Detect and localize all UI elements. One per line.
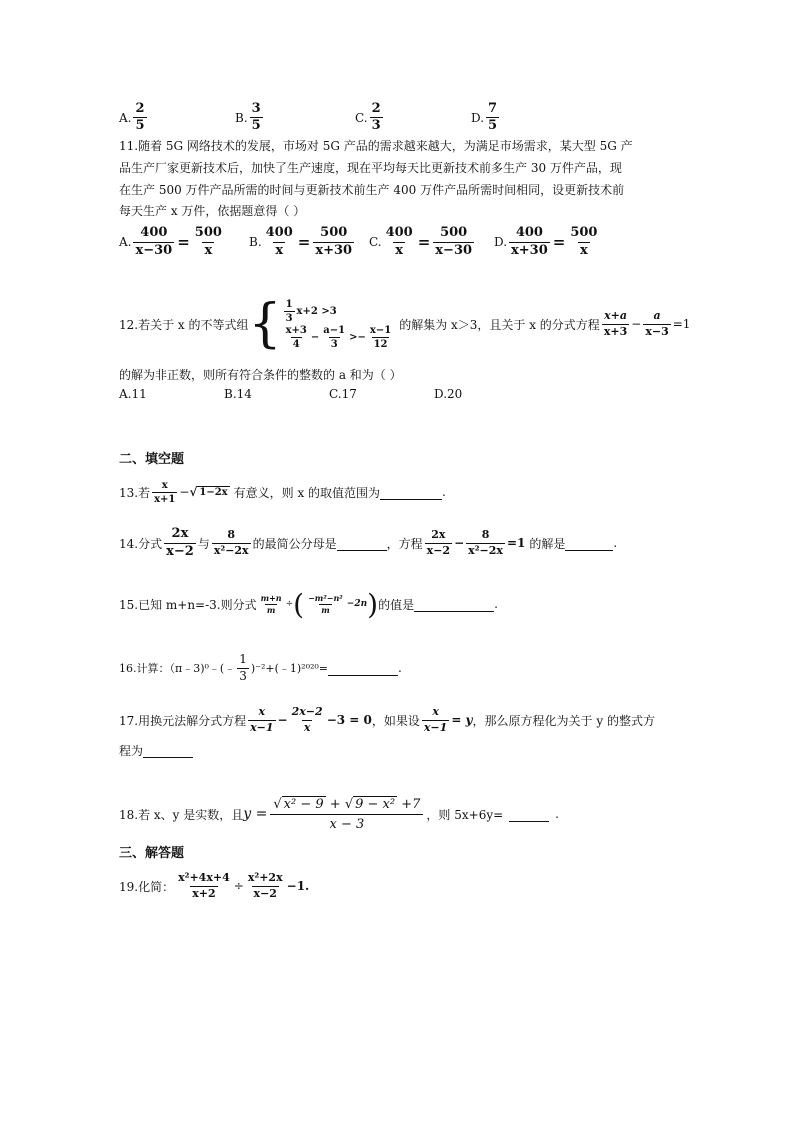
q17-line-1: 17.用换元法解分式方程 $\frac{x}{x-1}$ − $\frac{2x-2}{x}$ −3 = 0 ，如果设 $\frac{x}{x-1}$ = y ，那么原方程化为关于 y 的整式方 (119, 705, 655, 734)
q12-option-a: A.11 (119, 387, 147, 401)
q14: 14.分式 $\frac{2x}{x-2}$ 与 $\frac{8}{\text{x²−2x}}$ 的最简公分母是 ，方程 $\frac{2x}{x-2}$ − $\frac{8}{\text{x²−2x}}$ =1 的解是 . (119, 526, 618, 559)
system-brace: { (248, 294, 282, 354)
q18: 18.若 x、y 是实数，且 y = $\frac{\text{√ x² − 9 + √ 9 − x² +7}}{x - 3}$ ，则 5x+6y= . (119, 796, 559, 832)
q13: 13.若 $\frac{x}{x+1}$ − √ 1−2x 有意义，则 x 的取值范围为 . (119, 479, 446, 505)
q11-option-b: B. $\frac{400}{x}$ = $\frac{500}{x+30}$ (249, 225, 353, 258)
q11-line-1: 11.随着 5G 网络技术的发展，市场对 5G 产品的需求越来越大，为满足市场需求，某大型 5G 产 (119, 139, 633, 153)
sqrt-symbol: √ (344, 796, 354, 812)
sqrt-symbol: √ (273, 796, 282, 812)
q10-option-b: B. $\frac{3}{5}$ (235, 101, 261, 134)
answer-blank[interactable] (328, 661, 398, 676)
q12-option-b: B.14 (224, 387, 252, 401)
answer-blank[interactable] (143, 743, 193, 758)
q16: 16.计算：（π﹣3)⁰﹣(﹣ $\frac{1}{3}$ )⁻²+(﹣1)²⁰²⁰= . (119, 652, 402, 683)
sqrt-symbol: √ (189, 485, 198, 499)
answer-blank[interactable] (380, 485, 442, 500)
q12-option-c: C.17 (329, 387, 357, 401)
q10-option-c: C. $\frac{2}{3}$ (355, 101, 381, 134)
q11-line-3: 在生产 500 万件产品所需的时间与更新技术前生产 400 万件产品所需时间相同，设更新技术前 (119, 183, 625, 197)
q12-line-2: 的解为非正数，则所有符合条件的整数的 a 和为（ ） (119, 368, 402, 382)
q12-option-d: D.20 (434, 387, 463, 401)
answer-blank[interactable] (565, 536, 613, 551)
q11-line-2: 品生产厂家更新技术后，加快了生产速度，现在平均每天比更新技术前多生产 30 万件产品，现 (119, 161, 622, 175)
q12-options (119, 387, 479, 407)
q12-line-1: 12.若关于 x 的不等式组 { $\frac{1}{3}$ x+2 >3 $\frac{x+3}{4}$ − $\frac{a-1}{3}$ >− $\frac{x-1}{12}$ 的解集为 x＞3，且关于 x 的分式方程 $\frac{x+a}{x+3}$ − $\frac{a}{x-3}$ =1 (119, 294, 691, 354)
q11-option-a: A. $\frac{400}{x-30}$ = $\frac{500}{x}$ (119, 225, 222, 258)
answer-blank[interactable] (414, 597, 494, 612)
q10-option-a: A. $\frac{2}{5}$ (119, 101, 145, 134)
q18-fraction: $\frac{\text{√ x² − 9 + √ 9 − x² +7}}{x - 3}$ (270, 797, 423, 832)
q17-line-2: 程为 (119, 740, 193, 760)
answer-blank[interactable] (337, 536, 387, 551)
section-title-fill-blank: 二、填空题 (119, 452, 185, 467)
q11-option-d: D. $\frac{400}{x+30}$ = $\frac{500}{x}$ (494, 225, 598, 258)
q10-option-d: D. $\frac{7}{5}$ (471, 101, 498, 134)
answer-blank[interactable] (509, 807, 549, 822)
q11-option-c: C. $\frac{400}{x}$ = $\frac{500}{x-30}$ (369, 225, 473, 258)
q11-line-4: 每天生产 x 万件，依据题意得（ ） (119, 204, 306, 218)
inequality-system: $\frac{1}{3}$ x+2 >3 $\frac{x+3}{4}$ − $\frac{a-1}{3}$ >− $\frac{x-1}{12}$ (285, 298, 392, 350)
q11-options (119, 222, 609, 262)
q19: 19.化简： $\frac{\text{x²+4x+4}}{x+2}$ ÷ $\frac{\text{x²+2x}}{x-2}$ −1. (119, 871, 310, 900)
section-title-answer: 三、解答题 (119, 846, 185, 861)
q15: 15.已知 m+n=-3.则分式 $\frac{m+n}{m}$ ÷ ( $\frac{\text{−m²−n²}}{m}$ −2n ) 的值是 . (119, 587, 498, 621)
